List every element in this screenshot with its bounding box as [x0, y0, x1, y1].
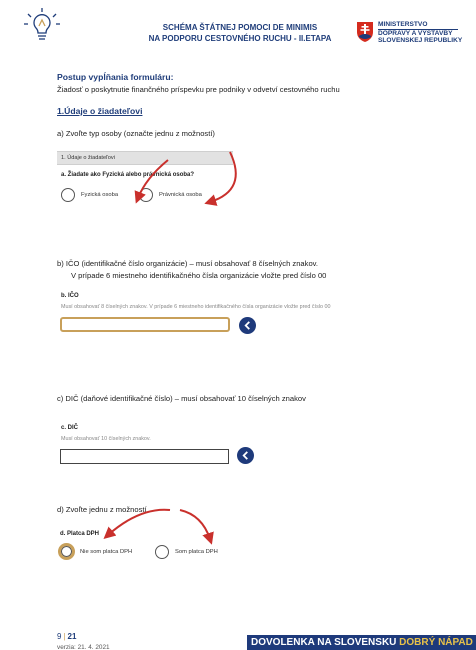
ministry-line3: SLOVENSKEJ REPUBLIKY: [378, 37, 463, 45]
annotation-arrows-a: [110, 150, 250, 210]
annotation-arrows-d: [60, 505, 240, 555]
header-title: [120, 22, 360, 44]
lightbulb-logo-icon: [22, 6, 62, 46]
header-title-line2: NA PODPORU CESTOVNÉHO RUCHU - II.ETAPA: [148, 34, 332, 43]
form-section-bar: 1. Údaje o žiadateľovi: [57, 151, 233, 165]
ico-next-button[interactable]: [239, 317, 256, 334]
ico-input[interactable]: [60, 317, 230, 332]
ico-field-label: b. IČO: [61, 293, 79, 299]
banner-main-text: DOVOLENKA NA SLOVENSKU: [251, 637, 397, 648]
banner-accent-text: DOBRÝ NÁPAD: [399, 637, 473, 648]
step-b-instruction-line1: b) IČO (identifikačné číslo organizácie) – musí obsahovať 8 číselných znakov.: [57, 259, 319, 268]
radio-vat-payer-label: Som platca DPH: [175, 549, 218, 555]
intro-heading: Postup vypĺňania formuláru:: [57, 72, 174, 82]
step-b-instruction-line2: V prípade 6 miestneho identifikačného čísla organizácie vložte pred číslo 00: [71, 271, 327, 280]
chevron-left-icon: [243, 321, 252, 330]
step-a-instruction: a) Zvoľte typ osoby (označte jednu z možností): [57, 129, 215, 138]
dic-next-button[interactable]: [237, 447, 254, 464]
current-page: 9: [57, 632, 62, 641]
page-number: 9 | 21: [57, 632, 77, 641]
footer-campaign-banner: [247, 635, 476, 650]
ministry-name: [378, 21, 462, 45]
ministry-divider: [378, 29, 458, 30]
intro-subheading: Žiadosť o poskytnutie finančného príspevku pre podniky v odvetví cestovného ruchu: [57, 85, 340, 94]
radio-natural-person[interactable]: [61, 188, 75, 202]
dic-input[interactable]: [60, 449, 229, 464]
slovak-coat-of-arms-icon: [356, 21, 374, 43]
chevron-left-icon: [241, 451, 250, 460]
document-version: verzia: 21. 4. 2021: [57, 644, 110, 650]
dic-field-hint: Musí obsahovať 10 číselných znakov.: [61, 436, 151, 442]
ico-field-hint: Musí obsahovať 8 číselných znakov. V prípade 6 miestneho identifikačného čísla organizácie vložte pred číslo 00: [61, 304, 331, 310]
radio-not-vat-payer-label: Nie som platca DPH: [80, 549, 133, 555]
ministry-line1: MINISTERSTVO: [378, 21, 428, 28]
total-pages: 21: [67, 632, 77, 641]
dic-field-label: c. DIČ: [61, 425, 79, 431]
radio-natural-person-label: Fyzická osoba: [81, 192, 119, 198]
ministry-line2: DOPRAVY A VÝSTAVBY: [378, 30, 453, 38]
vat-field-label: d. Platca DPH: [60, 531, 100, 537]
header-title-line1: SCHÉMA ŠTÁTNEJ POMOCI DE MINIMIS: [162, 23, 318, 32]
step-d-instruction: d) Zvoľte jednu z možností: [57, 505, 147, 514]
step-c-instruction: c) DIČ (daňové identifikačné číslo) – musí obsahovať 10 číselných znakov: [57, 394, 306, 403]
question-person-type: a. Žiadate ako Fyzická alebo právnická osoba?: [61, 172, 195, 178]
radio-legal-person-label: Právnická osoba: [159, 192, 202, 198]
section1-heading: 1.Údaje o žiadateľovi: [57, 106, 143, 116]
